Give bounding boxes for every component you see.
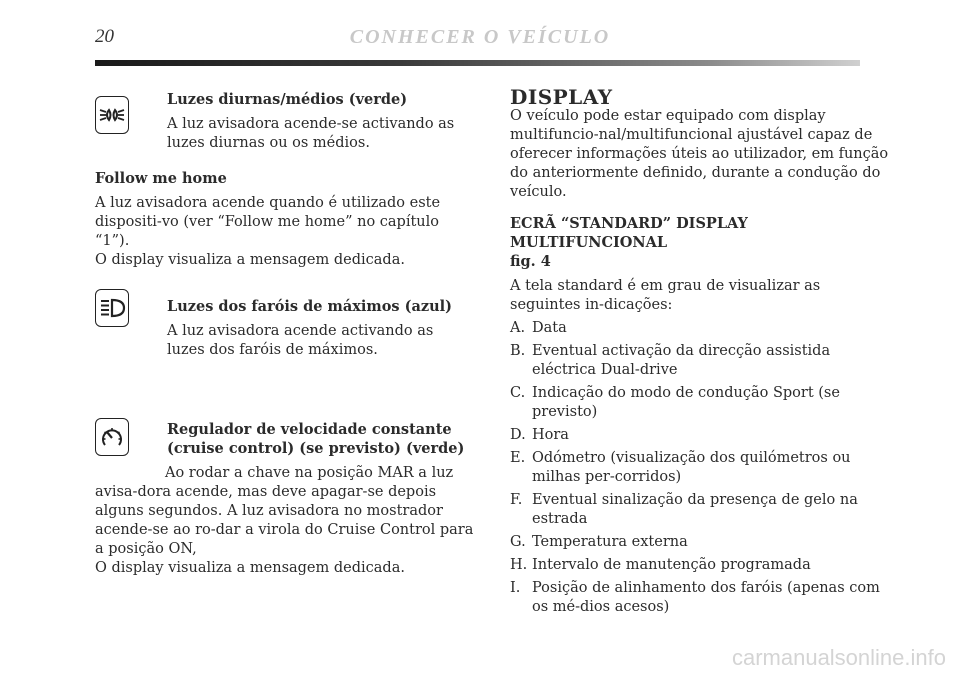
- dipped-beam-text: A luz avisadora acende-se activando as luzes diurnas ou os médios.: [167, 116, 455, 151]
- list-item: E. Odómetro (visualização dos quilómetros ou milhas per-corridos): [510, 450, 851, 485]
- cruise-control-display-text: O display visualiza a mensagem dedicada.: [95, 560, 405, 576]
- dipped-beam-title: Luzes diurnas/médios (verde): [167, 91, 408, 108]
- high-beam-text: A luz avisadora acende activando as luzes dos faróis de máximos.: [167, 323, 434, 358]
- follow-me-home-title: Follow me home: [95, 170, 227, 187]
- page-number: 20: [95, 26, 114, 47]
- left-column: [95, 90, 475, 578]
- watermark: carmanualsonline.info: [731, 645, 946, 670]
- cruise-control-text: Ao rodar a chave na posição MAR a luz avisa-dora acende, mas deve apagar-se depois alguns segundos. A luz avisadora no mostrador acende-se ao ro-dar a virola do Cruise Control para a posição ON,: [95, 465, 474, 557]
- figure-reference: fig. 4: [510, 253, 551, 270]
- follow-me-home-display-text: O display visualiza a mensagem dedicada.: [95, 252, 405, 268]
- standard-screen-lead: A tela standard é em grau de visualizar as seguintes in-dicações:: [510, 278, 821, 313]
- high-beam-title: Luzes dos faróis de máximos (azul): [167, 298, 453, 315]
- standard-screen-heading: ECRÃ “STANDARD” DISPLAY MULTIFUNCIONAL: [510, 215, 748, 251]
- header-rule: [95, 60, 860, 66]
- list-item: F. Eventual sinalização da presença de gelo na estrada: [510, 492, 858, 527]
- follow-me-home-text: A luz avisadora acende quando é utilizado este dispositi-vo (ver “Follow me home” no capítulo “1”).: [95, 195, 441, 249]
- list-item: I. Posição de alinhamento dos faróis (apenas com os mé-dios acesos): [510, 580, 880, 615]
- cruise-control-title: Regulador de velocidade constante: [167, 421, 452, 438]
- list-item: C. Indicação do modo de condução Sport (se previsto): [510, 385, 840, 420]
- section-title-display: DISPLAY: [510, 85, 613, 109]
- display-items-list: [510, 319, 895, 617]
- running-title: CONHECER O VEÍCULO: [349, 26, 611, 48]
- list-item: H. Intervalo de manutenção programada: [510, 557, 811, 573]
- list-item: B. Eventual activação da direcção assistida eléctrica Dual-drive: [510, 343, 831, 378]
- right-column: [510, 85, 895, 621]
- list-item: D. Hora: [510, 427, 569, 443]
- display-intro: O veículo pode estar equipado com display multifuncio-nal/multifuncional ajustável capaz de oferecer informações úteis ao utilizador, em função do anteriormente definido, durante a condução do veículo.: [510, 108, 889, 200]
- cruise-control-subtitle: (cruise control) (se previsto) (verde): [167, 440, 465, 457]
- list-item: G. Temperatura externa: [510, 534, 688, 550]
- list-item: A. Data: [510, 320, 567, 336]
